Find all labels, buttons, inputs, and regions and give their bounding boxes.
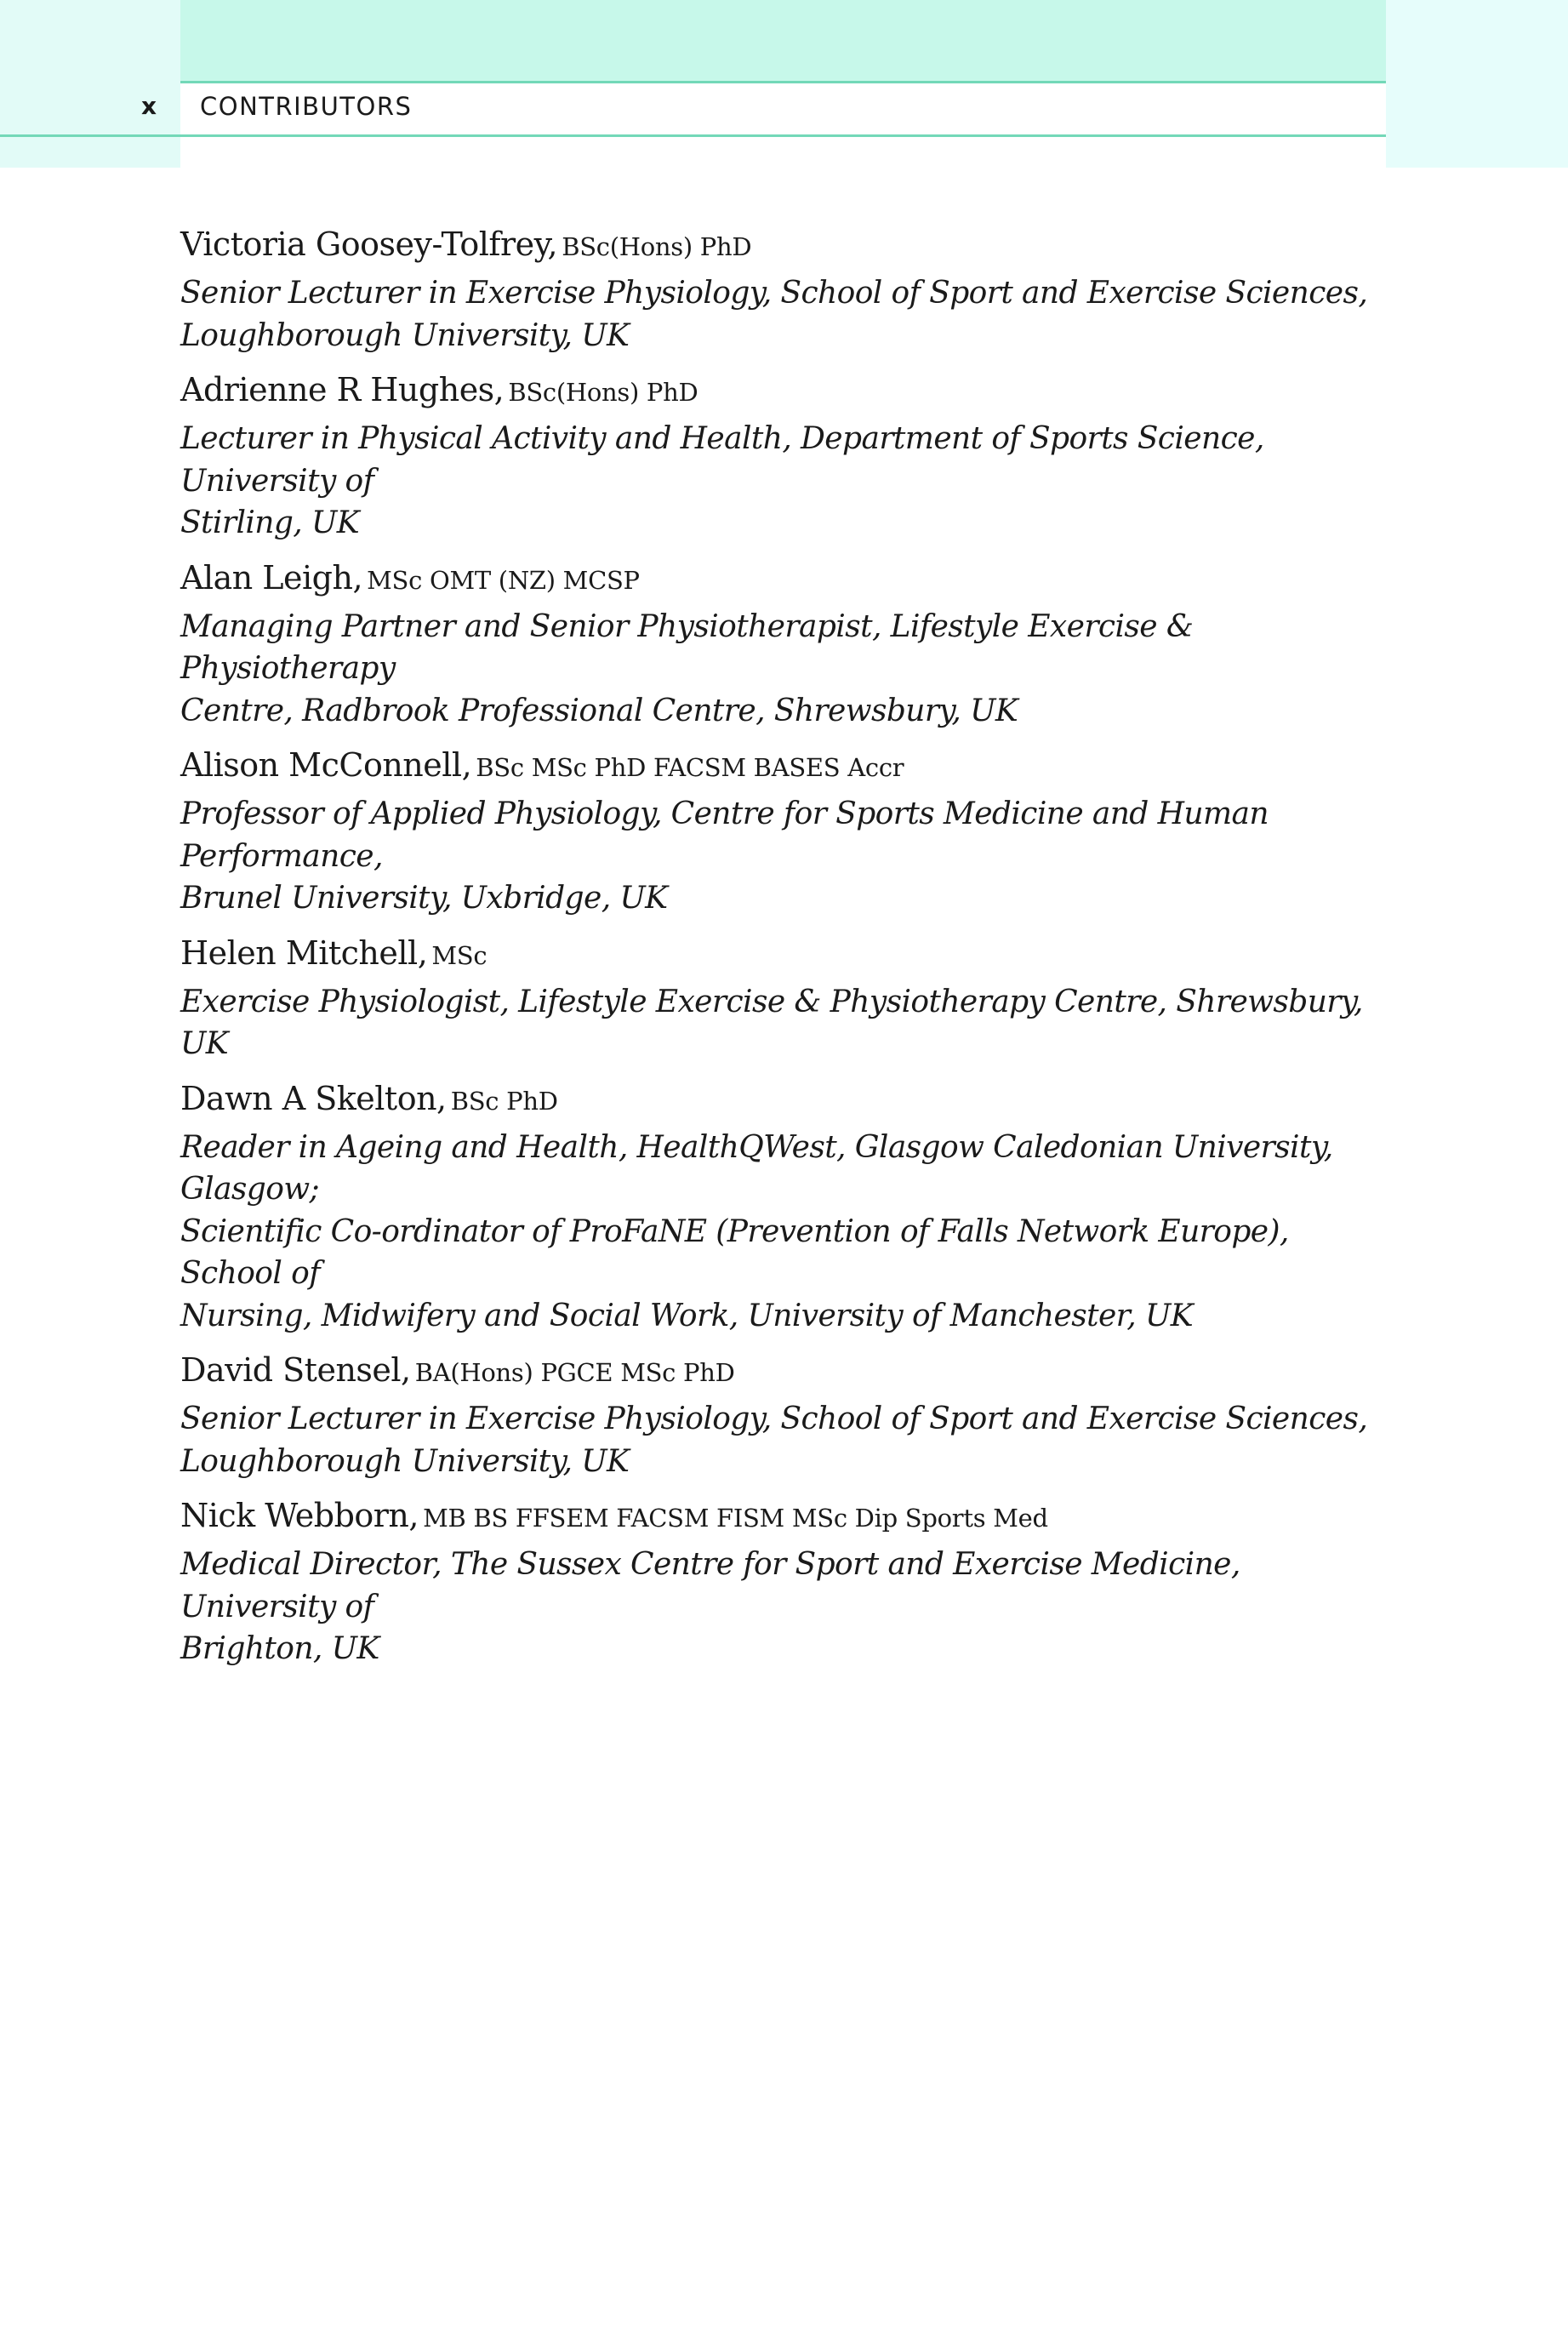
contributor-name: Dawn A Skelton, bbox=[180, 1079, 447, 1117]
running-head: CONTRIBUTORS bbox=[200, 92, 413, 121]
affiliation-line: Senior Lecturer in Exercise Physiology, School of Sport and Exercise Sciences, bbox=[180, 1401, 1368, 1436]
affiliation-line: Brighton, UK bbox=[180, 1631, 379, 1666]
contributor-qualifications: MSc OMT (NZ) MCSP bbox=[367, 565, 640, 595]
affiliation-line: Centre, Radbrook Professional Centre, Shrewsbury, UK bbox=[180, 693, 1018, 728]
contributor-heading bbox=[180, 932, 1397, 981]
header-gap bbox=[180, 137, 1386, 168]
affiliation-line: Medical Director, The Sussex Centre for Sport and Exercise Medicine, University of bbox=[180, 1547, 1240, 1624]
contributor-heading bbox=[180, 744, 1397, 793]
contributor-affiliation bbox=[180, 1398, 1397, 1482]
contributor-heading bbox=[180, 1494, 1397, 1544]
contributor-affiliation bbox=[180, 272, 1397, 357]
contributor-name: Adrienne R Hughes, bbox=[180, 371, 505, 408]
contributor-name: Alan Leigh, bbox=[180, 558, 363, 597]
contributor-name: Helen Mitchell, bbox=[180, 933, 428, 972]
affiliation-line: Managing Partner and Senior Physiotherapist, Lifestyle Exercise & Physiotherapy bbox=[180, 608, 1194, 686]
contributor-entry bbox=[180, 223, 1397, 357]
contributor-qualifications: BSc(Hons) PhD bbox=[562, 232, 752, 261]
contributor-entry bbox=[180, 368, 1397, 545]
contributor-name: Victoria Goosey-Tolfrey, bbox=[180, 225, 558, 263]
contributor-entry bbox=[180, 557, 1397, 733]
contributor-affiliation bbox=[180, 606, 1397, 733]
affiliation-line: Professor of Applied Physiology, Centre for Sports Medicine and Human Performance, bbox=[180, 796, 1269, 874]
affiliation-line: Nursing, Midwifery and Social Work, University of Manchester, UK bbox=[180, 1298, 1194, 1333]
contributor-affiliation bbox=[180, 1544, 1397, 1670]
contributor-heading bbox=[180, 1077, 1397, 1127]
contributor-name: David Stensel, bbox=[180, 1351, 411, 1389]
contributor-entry bbox=[180, 744, 1397, 920]
affiliation-line: Senior Lecturer in Exercise Physiology, School of Sport and Exercise Sciences, bbox=[180, 276, 1368, 311]
affiliation-line: Loughborough University, UK bbox=[180, 1443, 630, 1479]
affiliation-line: Stirling, UK bbox=[180, 505, 360, 540]
contributor-qualifications: MSc bbox=[431, 940, 488, 970]
contributor-heading bbox=[180, 1349, 1397, 1398]
contributor-qualifications: BSc MSc PhD FACSM BASES Accr bbox=[476, 753, 904, 782]
margin-band-left bbox=[0, 137, 180, 168]
header-band-right bbox=[1386, 0, 1568, 168]
header-band-center bbox=[180, 0, 1386, 81]
affiliation-line: Loughborough University, UK bbox=[180, 317, 630, 353]
contributor-qualifications: BSc(Hons) PhD bbox=[508, 378, 698, 407]
contributor-affiliation bbox=[180, 1127, 1397, 1338]
affiliation-line: Reader in Ageing and Health, HealthQWest, Glasgow Caledonian University, Glasgow; bbox=[180, 1129, 1333, 1207]
contributor-affiliation bbox=[180, 981, 1397, 1065]
contributor-heading bbox=[180, 223, 1397, 272]
contributor-entry bbox=[180, 1494, 1397, 1670]
contributor-affiliation bbox=[180, 418, 1397, 545]
contributor-qualifications: BSc PhD bbox=[450, 1086, 558, 1116]
affiliation-line: Brunel University, Uxbridge, UK bbox=[180, 881, 668, 916]
affiliation-line: Scientific Co-ordinator of ProFaNE (Prevention of Falls Network Europe), School of bbox=[180, 1213, 1289, 1291]
contributor-list bbox=[180, 223, 1397, 1682]
affiliation-line: Exercise Physiologist, Lifestyle Exercise & Physiotherapy Centre, Shrewsbury, UK bbox=[180, 984, 1363, 1061]
contributor-qualifications: BA(Hons) PGCE MSc PhD bbox=[414, 1358, 735, 1387]
affiliation-line: Lecturer in Physical Activity and Health, Department of Sports Science, University of bbox=[180, 421, 1264, 499]
contributor-heading bbox=[180, 557, 1397, 606]
contributor-name: Nick Webborn, bbox=[180, 1497, 419, 1534]
contributor-name: Alison McConnell, bbox=[180, 746, 472, 784]
contributor-entry bbox=[180, 932, 1397, 1065]
page-number: x bbox=[141, 92, 157, 120]
contributor-heading bbox=[180, 368, 1397, 418]
contributor-entry bbox=[180, 1077, 1397, 1338]
contributor-entry bbox=[180, 1349, 1397, 1482]
contributor-affiliation bbox=[180, 793, 1397, 920]
contributor-qualifications: MB BS FFSEM FACSM FISM MSc Dip Sports Med bbox=[423, 1504, 1048, 1533]
